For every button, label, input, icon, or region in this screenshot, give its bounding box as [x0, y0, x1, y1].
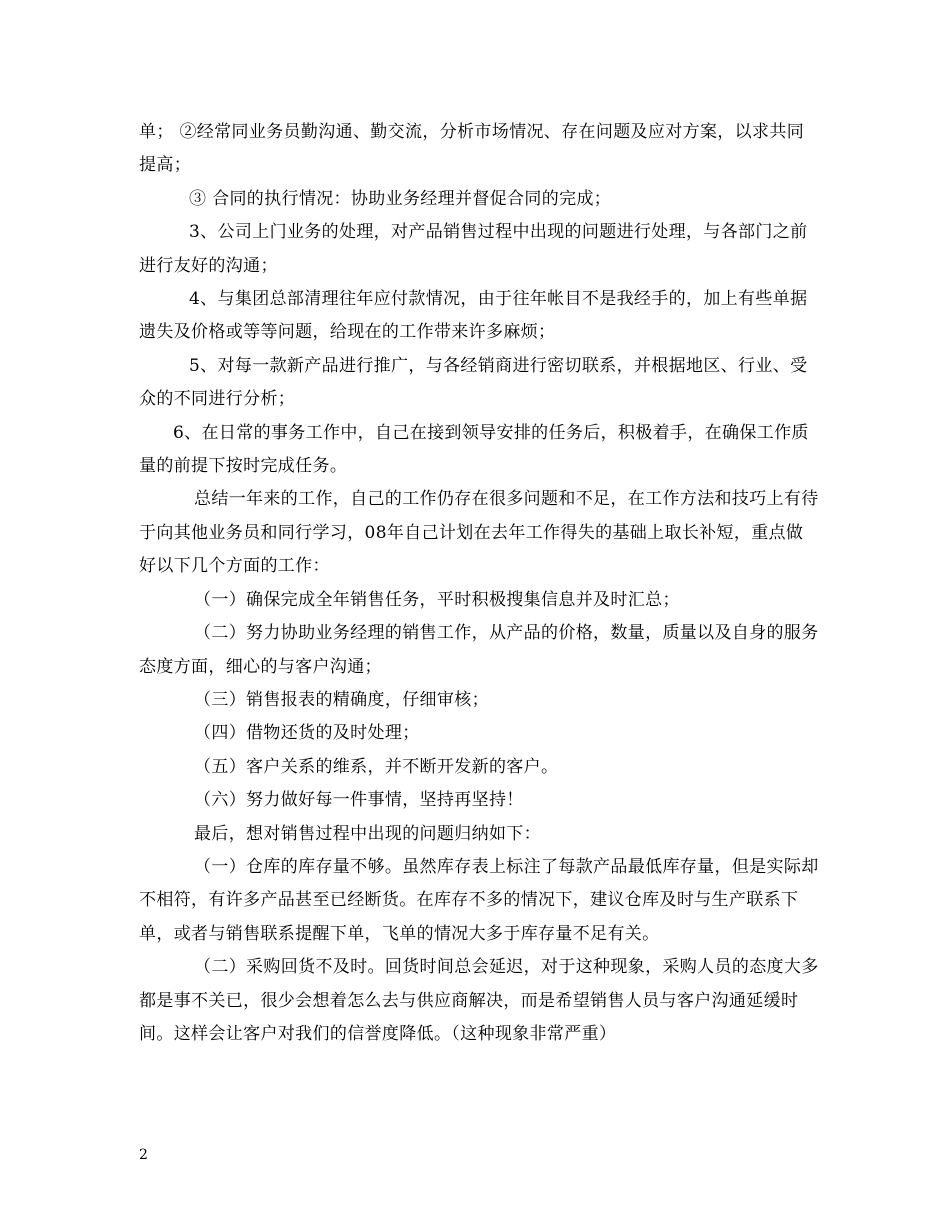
paragraph-plan-4: （四）借物还货的及时处理； — [194, 723, 420, 744]
paragraph-summary: 总结一年来的工作，自己的工作仍存在很多问题和不足，在工作方法和技巧上有待于向其他业务员和同行学习，08年自己计划在去年工作得失的基础上取长补短，重点做好以下几个方面的工作： — [139, 489, 819, 577]
paragraph-continuation: 单； ②经常同业务员勤沟通、勤交流，分析市场情况、存在问题及应对方案，以求共同提高； — [139, 122, 805, 176]
paragraph-problems-intro: 最后，想对销售过程中出现的问题归纳如下： — [194, 823, 541, 844]
page-number: 2 — [139, 1147, 148, 1163]
paragraph-plan-6: （六）努力做好每一件事情，坚持再坚持！ — [194, 790, 524, 811]
paragraph-problem-2: （二）采购回货不及时。回货时间总会延迟，对于这种现象，采购人员的态度大多都是事不关已，很少会想着怎么去与供应商解决，而是希望销售人员与客户沟通延缓时间。这样会让客户对我们的信誉度降低。（这种现象非常严重） — [139, 957, 819, 1044]
paragraph-item-5: 5、对每一款新产品进行推广，与各经销商进行密切联系，并根据地区、行业、受众的不同进行分析； — [139, 355, 808, 410]
paragraph-item-4: 4、与集团总部清理往年应付款情况，由于往年帐目不是我经手的，加上有些单据遗失及价格或等等问题，给现在的工作带来许多麻烦； — [139, 289, 808, 343]
document-body — [139, 116, 819, 1051]
paragraph-contract-execution: ③ 合同的执行情况：协助业务经理并督促合同的完成； — [189, 188, 612, 209]
paragraph-plan-3: （三）销售报表的精确度，仔细审核； — [194, 689, 489, 710]
paragraph-plan-5: （五）客户关系的维系，并不断开发新的客户。 — [194, 756, 559, 777]
paragraph-plan-1: （一）确保完成全年销售任务，平时积极搜集信息并及时汇总； — [194, 589, 680, 610]
paragraph-problem-1: （一）仓库的库存量不够。虽然库存表上标注了每款产品最低库存量，但是实际却不相符，有许多产品甚至已经断货。在库存不多的情况下，建议仓库及时与生产联系下单，或者与销售联系提醒下单，飞单的情况大多于库存量不足有关。 — [139, 856, 819, 944]
paragraph-plan-2: （二）努力协助业务经理的销售工作，从产品的价格，数量，质量以及自身的服务态度方面，细心的与客户沟通； — [139, 623, 819, 677]
paragraph-item-6: 6、在日常的事务工作中，自己在接到领导安排的任务后，积极着手，在确保工作质量的前提下按时完成任务。 — [139, 422, 809, 477]
paragraph-item-3: 3、公司上门业务的处理，对产品销售过程中出现的问题进行处理，与各部门之前进行友好的沟通； — [139, 222, 808, 276]
